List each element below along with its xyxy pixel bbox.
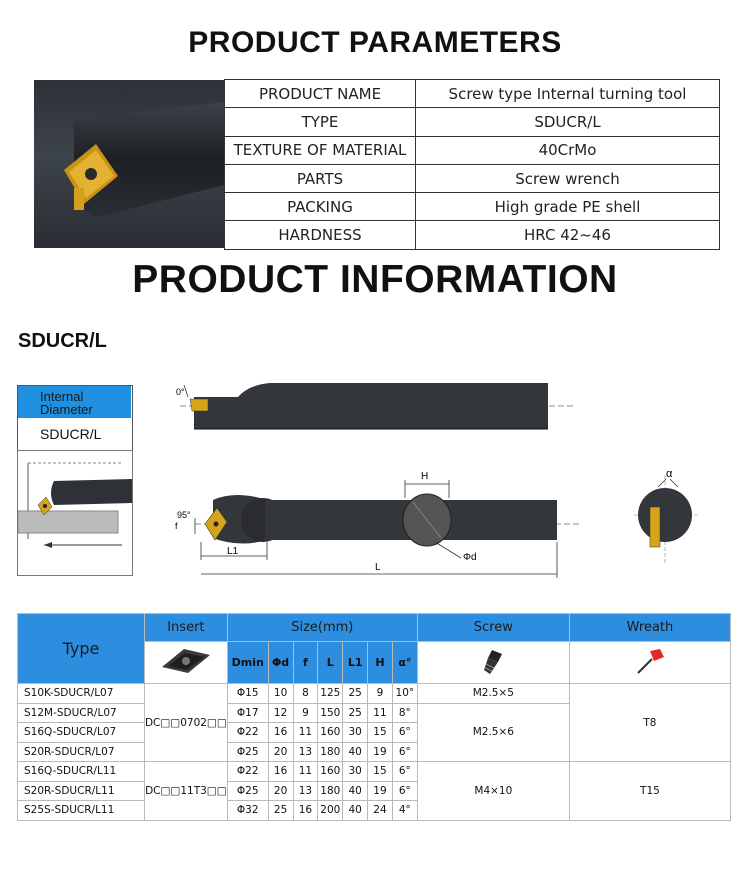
header-screw: Screw: [417, 614, 569, 642]
dim-l1-label: L1: [227, 546, 239, 557]
wrench-icon-cell: [569, 642, 730, 684]
dmin-cell: Φ25: [227, 781, 268, 801]
dim-phid-label: Φd: [463, 552, 477, 563]
d-cell: 16: [268, 723, 293, 743]
dmin-cell: Φ32: [227, 801, 268, 821]
insert-cell: DC□□0702□□: [144, 684, 227, 762]
product-parameters-title: PRODUCT PARAMETERS: [188, 26, 562, 59]
f-cell: 13: [293, 781, 318, 801]
param-key: PARTS: [225, 164, 416, 192]
tool-side-view: [165, 462, 585, 582]
param-value: HRC 42~46: [416, 221, 720, 249]
alpha-cell: 6°: [392, 723, 417, 743]
param-row: [225, 136, 720, 164]
l-cell: 200: [318, 801, 343, 821]
alpha-cell: 10°: [392, 684, 417, 704]
l1-cell: 40: [343, 781, 368, 801]
dmin-cell: Φ22: [227, 723, 268, 743]
angle-top-label: 0°: [176, 387, 185, 397]
l-cell: 180: [318, 742, 343, 762]
insert-icon-cell: [144, 642, 227, 684]
param-key: TEXTURE OF MATERIAL: [225, 136, 416, 164]
tool-top-view: [160, 375, 580, 435]
dmin-cell: Φ25: [227, 742, 268, 762]
table-row: [18, 762, 731, 782]
l-cell: 160: [318, 723, 343, 743]
param-row: [225, 80, 720, 108]
alpha-cell: 8°: [392, 703, 417, 723]
type-cell: S16Q-SDUCR/L11: [18, 762, 145, 782]
f-cell: 13: [293, 742, 318, 762]
tool-photo: [34, 80, 224, 248]
l1-cell: 40: [343, 801, 368, 821]
param-value: SDUCR/L: [416, 108, 720, 136]
header-insert: Insert: [144, 614, 227, 642]
subheader-l1: L1: [343, 642, 368, 684]
param-key: PRODUCT NAME: [225, 80, 416, 108]
d-cell: 10: [268, 684, 293, 704]
l1-cell: 40: [343, 742, 368, 762]
dim-f-label: f: [175, 521, 178, 531]
param-row: [225, 108, 720, 136]
param-value: High grade PE shell: [416, 193, 720, 221]
l1-cell: 25: [343, 703, 368, 723]
screw-cell: M2.5×6: [417, 703, 569, 762]
header-size: Size(mm): [227, 614, 417, 642]
l1-cell: 30: [343, 762, 368, 782]
h-cell: 19: [368, 742, 393, 762]
spec-table: [17, 613, 731, 821]
screw-icon-cell: [417, 642, 569, 684]
h-cell: 19: [368, 781, 393, 801]
wrench-icon: [630, 645, 670, 677]
param-value: Screw wrench: [416, 164, 720, 192]
f-cell: 16: [293, 801, 318, 821]
subheader-h: H: [368, 642, 393, 684]
h-cell: 11: [368, 703, 393, 723]
header-type: Type: [18, 614, 145, 684]
table-row: [18, 684, 731, 704]
insert-cell: DC□□11T3□□: [144, 762, 227, 821]
screw-cell: M4×10: [417, 762, 569, 821]
l-cell: 125: [318, 684, 343, 704]
f-cell: 11: [293, 762, 318, 782]
type-cell: S25S-SDUCR/L11: [18, 801, 145, 821]
dim-h-label: H: [421, 471, 429, 482]
l-cell: 180: [318, 781, 343, 801]
angle-side-label: 95°: [177, 510, 191, 520]
h-cell: 9: [368, 684, 393, 704]
wreath-cell: T15: [569, 762, 730, 821]
l-cell: 150: [318, 703, 343, 723]
d-cell: 20: [268, 781, 293, 801]
l1-cell: 30: [343, 723, 368, 743]
l-cell: 160: [318, 762, 343, 782]
h-cell: 15: [368, 723, 393, 743]
param-row: [225, 164, 720, 192]
dmin-cell: Φ17: [227, 703, 268, 723]
product-information-title: PRODUCT INFORMATION: [132, 258, 618, 301]
param-value: 40CrMo: [416, 136, 720, 164]
param-key: TYPE: [225, 108, 416, 136]
screw-cell: M2.5×5: [417, 684, 569, 704]
h-cell: 15: [368, 762, 393, 782]
d-cell: 20: [268, 742, 293, 762]
tool-end-view: [630, 465, 700, 570]
param-key: HARDNESS: [225, 221, 416, 249]
subheader-l: L: [318, 642, 343, 684]
legend-line-2: Diameter: [40, 402, 93, 417]
legend-internal-diameter: [18, 386, 131, 418]
dmin-cell: Φ22: [227, 762, 268, 782]
wreath-cell: T8: [569, 684, 730, 762]
d-cell: 12: [268, 703, 293, 723]
type-cell: S16Q-SDUCR/L07: [18, 723, 145, 743]
subheader-f: f: [293, 642, 318, 684]
type-cell: S10K-SDUCR/L07: [18, 684, 145, 704]
alpha-cell: 6°: [392, 781, 417, 801]
header-wreath: Wreath: [569, 614, 730, 642]
legend-model: SDUCR/L: [18, 418, 131, 450]
subheader-dmin: Dmin: [227, 642, 268, 684]
dim-alpha-label: α: [666, 468, 673, 480]
alpha-cell: 6°: [392, 762, 417, 782]
subheader-alpha: α°: [392, 642, 417, 684]
f-cell: 8: [293, 684, 318, 704]
l1-cell: 25: [343, 684, 368, 704]
type-cell: S20R-SDUCR/L11: [18, 781, 145, 801]
alpha-cell: 4°: [392, 801, 417, 821]
f-cell: 9: [293, 703, 318, 723]
legend-line-1: Internal: [40, 389, 84, 404]
screw-icon: [478, 646, 508, 676]
alpha-cell: 6°: [392, 742, 417, 762]
param-key: PACKING: [225, 193, 416, 221]
f-cell: 11: [293, 723, 318, 743]
h-cell: 24: [368, 801, 393, 821]
param-row: [225, 221, 720, 249]
dmin-cell: Φ15: [227, 684, 268, 704]
param-value: Screw type Internal turning tool: [416, 80, 720, 108]
parameters-table: [224, 79, 720, 250]
subheader-d: Φd: [268, 642, 293, 684]
param-row: [225, 193, 720, 221]
insert-icon: [158, 645, 214, 677]
type-cell: S20R-SDUCR/L07: [18, 742, 145, 762]
d-cell: 25: [268, 801, 293, 821]
type-cell: S12M-SDUCR/L07: [18, 703, 145, 723]
d-cell: 16: [268, 762, 293, 782]
model-subtitle: SDUCR/L: [18, 330, 107, 352]
dim-l-label: L: [375, 562, 381, 573]
boring-illustration: [17, 450, 133, 576]
